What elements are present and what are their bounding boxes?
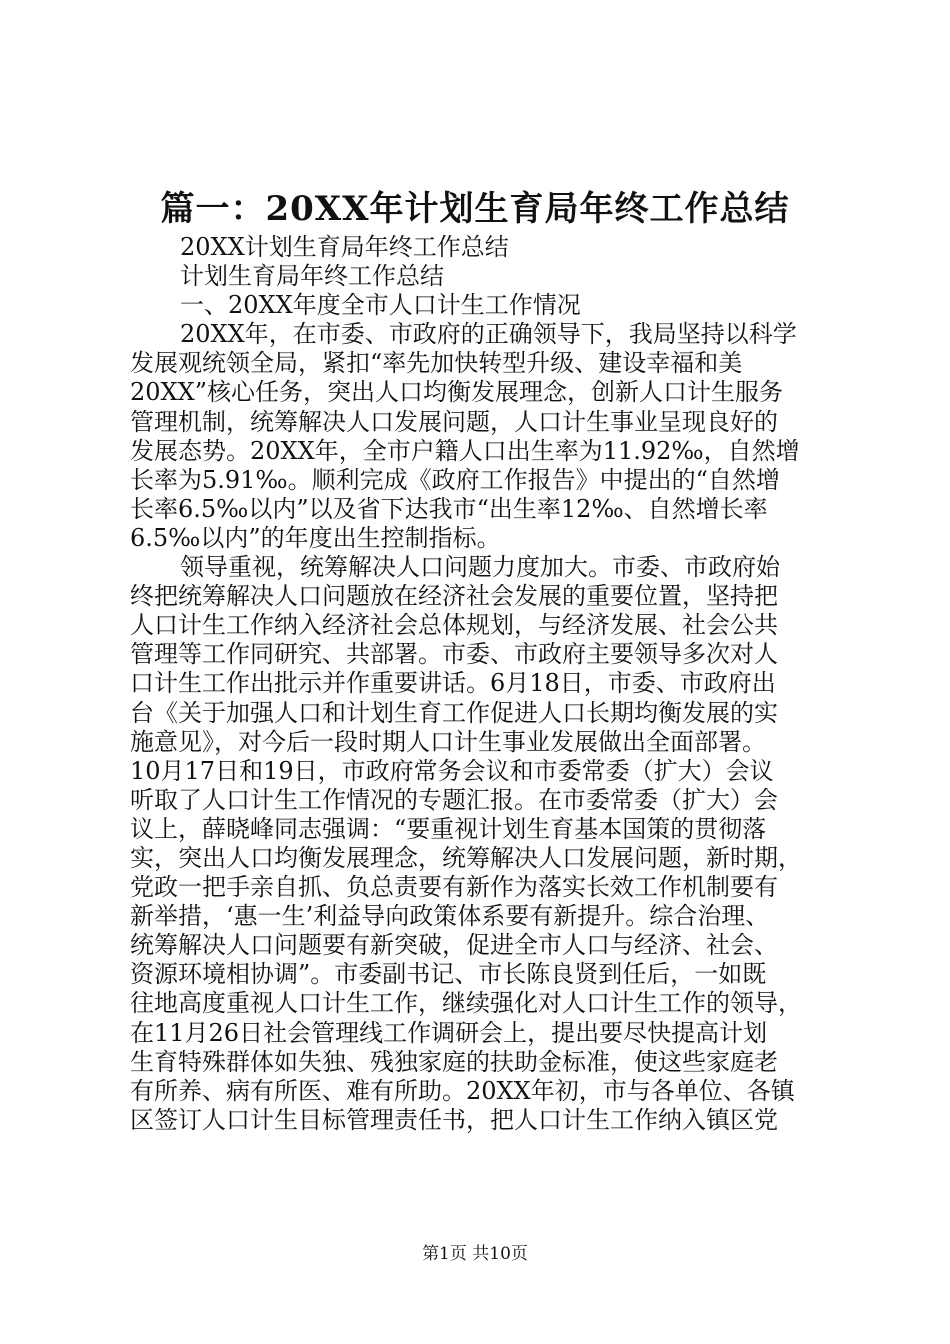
paragraph-2 [130,553,830,1135]
paragraph-line: 管理等工作同研究、共部署。市委、市政府主要领导多次对人 [130,640,778,669]
paragraph-line: 发展态势。20XX年，全市户籍人口出生率为11.92‰，自然增 [130,436,800,465]
paragraph-line: 在11月26日社会管理线工作调研会上，提出要尽快提高计划 [130,1018,768,1047]
paragraph-line: 20XX年，在市委、市政府的正确领导下，我局坚持以科学 [180,320,797,349]
paragraph-line: 长率为5.91‰。顺利完成《政府工作报告》中提出的“自然增 [130,465,780,494]
paragraph-line: 管理机制，统筹解决人口发展问题，人口计生事业呈现良好的 [130,407,778,436]
paragraph-line: 党政一把手亲自抓、负总责要有新作为落实长效工作机制要有 [130,873,778,902]
paragraph-line: 发展观统领全局，紧扣“率先加快转型升级、建设幸福和美 [130,349,743,378]
paragraph-line: 资源环境相协调”。市委副书记、市长陈良贤到任后，一如既 [130,960,767,989]
paragraph-line: 施意见》，对今后一段时期人口计生事业发展做出全面部署。 [130,727,766,756]
paragraph-line: 10月17日和19日，市政府常务会议和市委常委（扩大）会议 [130,756,774,785]
paragraph-line: 台《关于加强人口和计划生育工作促进人口长期均衡发展的实 [130,698,778,727]
paragraph-line: 统筹解决人口问题要有新突破，促进全市人口与经济、社会、 [130,931,778,960]
paragraph-line: 新举措，‘惠一生’利益导向政策体系要有新提升。综合治理、 [130,902,770,931]
document-title: 篇一：20XX年计划生育局年终工作总结 [160,189,790,229]
subtitle-line: 20XX计划生育局年终工作总结 [180,233,509,261]
paragraph-line: 6.5‰以内”的年度出生控制指标。 [130,523,501,552]
document-body [130,233,830,1135]
paragraph-line: 终把统筹解决人口问题放在经济社会发展的重要位置，坚持把 [130,582,778,611]
paragraph-line: 听取了人口计生工作情况的专题汇报。在市委常委（扩大）会 [130,785,778,814]
paragraph-line: 往地高度重视人口计生工作，继续强化对人口计生工作的领导， [130,989,802,1018]
paragraph-line: 议上，薛晓峰同志强调：“要重视计划生育基本国策的贯彻落 [130,814,767,843]
paragraph-line: 领导重视，统筹解决人口问题力度加大。市委、市政府始 [180,553,780,582]
page-number-footer: 第1页 共10页 [422,1244,528,1264]
paragraph-line: 实，突出人口均衡发展理念，统筹解决人口发展问题，新时期， [130,843,802,872]
paragraph-line: 生育特殊群体如失独、残独家庭的扶助金标准，使这些家庭老 [130,1047,778,1076]
paragraph-line: 有所养、病有所医、难有所助。20XX年初，市与各单位、各镇 [130,1076,795,1105]
paragraph-line: 20XX”核心任务，突出人口均衡发展理念，创新人口计生服务 [130,378,783,407]
paragraph-line: 口计生工作出批示并作重要讲话。6月18日，市委、市政府出 [130,669,776,698]
section-heading: 一、20XX年度全市人口计生工作情况 [180,291,581,320]
paragraph-line: 长率6.5‰以内”以及省下达我市“出生率12‰、自然增长率 [130,494,768,523]
paragraph-1 [130,320,830,553]
subtitle-line: 计划生育局年终工作总结 [180,262,444,291]
paragraph-line: 区签订人口计生目标管理责任书，把人口计生工作纳入镇区党 [130,1105,778,1134]
paragraph-line: 人口计生工作纳入经济社会总体规划，与经济发展、社会公共 [130,611,778,640]
